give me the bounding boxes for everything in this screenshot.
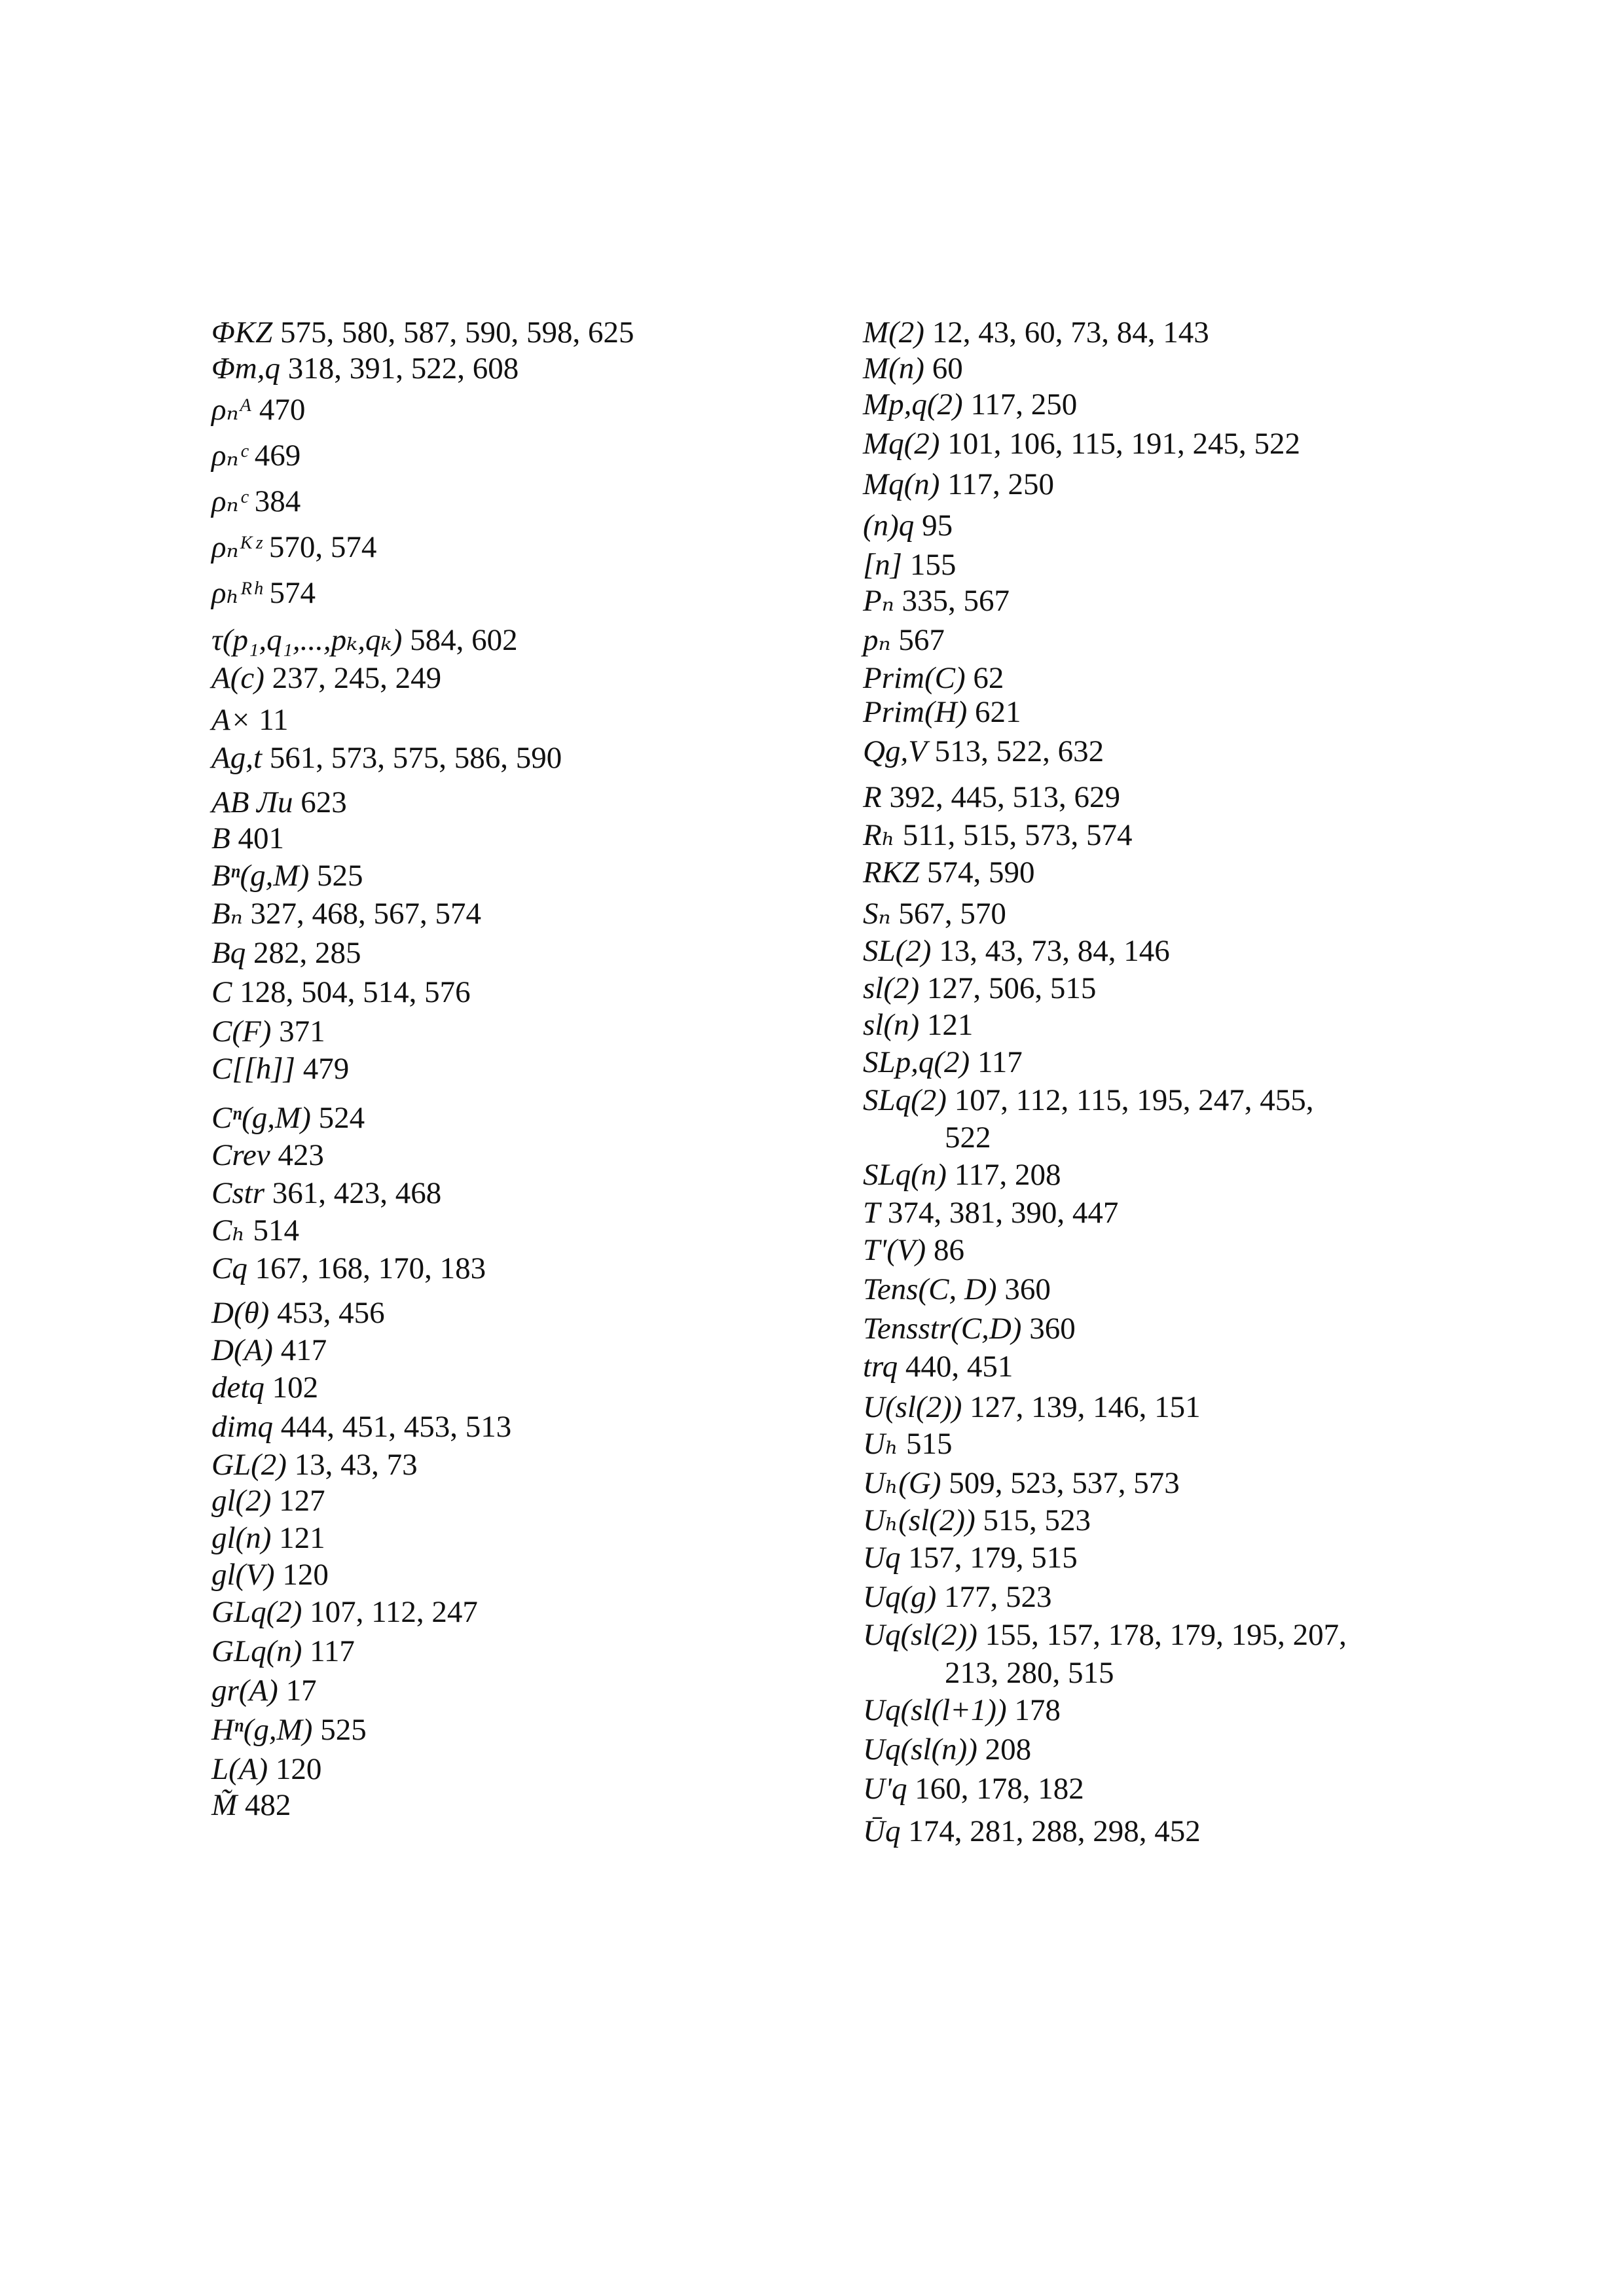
index-entry [211,974,471,1011]
index-pages: 12, 43, 60, 73, 84, 143 [932,315,1209,350]
index-pages: 444, 451, 453, 513 [280,1410,512,1444]
index-symbol: Bⁿ(g,M) [211,859,310,893]
index-entry [211,1672,317,1709]
index-pages: 514 [253,1213,299,1247]
index-symbol: A(c) [211,661,264,695]
index-entry [863,694,1021,730]
index-symbol: Uq(sl(l+1)) [863,1693,1007,1727]
index-entry [863,1617,1347,1653]
index-symbol: Ūq [863,1814,901,1848]
index-pages: 102 [272,1371,319,1405]
index-pages: 177, 523 [944,1580,1052,1614]
index-symbol: Prim(C) [863,661,966,695]
index-entry [211,1482,325,1519]
index-symbol: detq [211,1371,264,1405]
index-entry [863,386,1077,423]
index-pages: 470 [259,393,306,427]
index-entry [863,895,1006,932]
index-symbol: GL(2) [211,1448,287,1482]
index-entry [211,1787,291,1823]
index-pages: 121 [926,1008,974,1042]
index-pages: 515 [906,1427,953,1461]
index-entry [211,1556,329,1593]
index-pages: 574 [269,576,316,610]
index-symbol: ρₕᴿʰ [211,576,262,610]
index-pages: 522 [945,1121,991,1155]
index-entry [211,935,361,971]
index-pages: 384 [254,484,301,518]
index-symbol: C[[h]] [211,1052,296,1086]
index-symbol: ρₙᶜ [211,484,247,518]
index-symbol: τ(p₁,q₁,...,pₖ,qₖ) [211,623,403,657]
index-pages: 160, 178, 182 [915,1772,1084,1806]
index-symbol: M̃ [211,1788,238,1822]
index-symbol: Uq(sl(n)) [863,1732,977,1767]
index-symbol: M(n) [863,351,924,386]
index-symbol: Cₕ [211,1213,246,1247]
index-pages: 117, 208 [954,1158,1061,1192]
index-entry [211,437,301,474]
index-entry [211,483,301,520]
index-pages: 120 [275,1752,322,1786]
index-pages: 107, 112, 247 [310,1595,478,1629]
index-pages: 584, 602 [410,623,518,657]
index-symbol: U(sl(2)) [863,1390,962,1424]
index-pages: 117 [310,1634,355,1668]
index-symbol: dimq [211,1410,273,1444]
index-entry [211,1100,365,1136]
index-symbol: Mq(2) [863,427,940,461]
index-pages: 513, 522, 632 [934,734,1104,768]
index-entry [863,660,1004,696]
index-pages: 361, 423, 468 [272,1176,442,1210]
index-entry [211,1633,355,1670]
index-entry [863,350,963,387]
index-symbol: L(A) [211,1752,268,1786]
index-symbol: Uₕ(sl(2)) [863,1503,976,1537]
index-entry [863,622,945,658]
index-entry [863,1426,953,1462]
index-pages: 423 [278,1138,324,1172]
index-symbol: C [211,975,232,1009]
index-entry [945,1119,991,1156]
index-symbol: T'(V) [863,1233,926,1267]
index-symbol: trq [863,1350,898,1384]
index-pages: 417 [280,1333,327,1367]
index-pages: 567 [898,623,945,657]
index-pages: 101, 106, 115, 191, 245, 522 [947,427,1300,461]
index-symbol: Cⁿ(g,M) [211,1101,311,1135]
index-pages: 62 [973,661,1004,695]
index-symbol: SLq(2) [863,1083,947,1117]
index-pages: 623 [301,785,347,819]
index-symbol: RKZ [863,855,920,889]
index-pages: 155, 157, 178, 179, 195, 207, [985,1618,1347,1652]
index-symbol: (n)q [863,509,915,543]
index-pages: 621 [975,695,1021,729]
index-entry [211,1212,299,1249]
index-symbol: Mp,q(2) [863,387,963,422]
index-entry [863,1310,1076,1347]
index-entry [863,970,1096,1007]
index-pages: 360 [1004,1272,1051,1306]
index-symbol: C(F) [211,1014,272,1049]
index-entry [863,1271,1051,1308]
index-entry [211,1250,486,1287]
index-symbol: Crev [211,1138,270,1172]
index-symbol: ρₙᴬ [211,393,252,427]
index-entry [211,350,519,387]
index-entry [863,1232,964,1268]
index-symbol: gr(A) [211,1674,278,1708]
index-entry [863,1731,1031,1768]
index-pages: 515, 523 [983,1503,1091,1537]
index-entry [863,583,1010,619]
index-entry [211,529,376,565]
index-pages: 509, 523, 537, 573 [949,1466,1180,1500]
index-symbol: U'q [863,1772,907,1806]
index-entry [863,1389,1201,1426]
index-pages: 86 [933,1233,964,1267]
index-entry [863,1465,1180,1501]
index-symbol: R [863,780,882,814]
index-pages: 453, 456 [277,1296,385,1330]
index-entry [863,779,1120,816]
index-pages: 120 [282,1558,329,1592]
index-entry [211,391,305,428]
index-symbol: T [863,1196,881,1230]
index-symbol: Sₙ [863,897,891,931]
index-pages: 237, 245, 249 [272,661,442,695]
index-entry [211,1369,318,1406]
index-pages: 479 [302,1052,350,1086]
index-symbol: Ag,t [211,741,263,775]
index-symbol: Qg,V [863,734,927,768]
index-pages: 524 [318,1101,365,1135]
index-entry [211,1013,325,1050]
index-symbol: Φm,q [211,351,280,386]
index-symbol: Mq(n) [863,467,940,501]
index-entry [211,1332,327,1369]
index-symbol: pₙ [863,623,891,657]
index-symbol: ρₙᴷᶻ [211,530,262,564]
index-symbol: Uq(g) [863,1580,937,1614]
index-pages: 511, 515, 573, 574 [902,818,1133,852]
index-pages: 117, 250 [947,467,1054,501]
index-pages: 213, 280, 515 [945,1656,1114,1690]
index-entry [863,733,1104,770]
index-symbol: Rₕ [863,818,896,852]
index-entry [863,1348,1013,1385]
index-entry [211,314,634,351]
index-entry [863,1082,1313,1119]
index-pages: 13, 43, 73, 84, 146 [939,934,1170,968]
index-entry [863,547,956,583]
index-entry [211,1295,385,1331]
index-pages: 127 [279,1484,325,1518]
index-pages: 469 [254,439,301,473]
index-entry [211,622,518,658]
index-entry [863,466,1054,503]
index-pages: 60 [932,351,963,386]
index-pages: 127, 139, 146, 151 [970,1390,1201,1424]
index-entry [211,895,481,932]
index-symbol: B [211,821,230,855]
index-symbol: SLq(n) [863,1158,947,1192]
index-entry [863,1007,973,1043]
index-entry [863,425,1300,462]
index-symbol: sl(n) [863,1008,920,1042]
index-symbol: SLp,q(2) [863,1045,970,1079]
index-symbol: Tens(C, D) [863,1272,997,1306]
index-entry [863,1157,1061,1193]
index-symbol: Uq(sl(2)) [863,1618,977,1652]
index-pages: 11 [259,703,289,737]
index-entry [863,1194,1118,1231]
index-pages: 127, 506, 515 [926,971,1097,1005]
index-pages: 575, 580, 587, 590, 598, 625 [280,315,634,350]
index-symbol: gl(V) [211,1558,275,1592]
index-symbol: Uₕ [863,1427,899,1461]
index-entry [211,1751,321,1787]
index-pages: 128, 504, 514, 576 [240,975,471,1009]
index-symbol: Uₕ(G) [863,1466,941,1500]
index-entry [863,1502,1091,1539]
index-entry [211,1408,511,1445]
index-entry [211,1050,349,1087]
index-symbol: Prim(H) [863,695,968,729]
index-pages: 282, 285 [253,936,361,970]
index-pages: 525 [316,859,363,893]
index-pages: 178 [1014,1693,1061,1727]
index-entry [211,1175,441,1211]
index-pages: 567, 570 [898,897,1006,931]
index-entry [211,1520,325,1556]
index-pages: 167, 168, 170, 183 [255,1251,486,1285]
index-pages: 327, 468, 567, 574 [250,897,482,931]
index-pages: 318, 391, 522, 608 [287,351,519,386]
index-symbol: Hⁿ(g,M) [211,1713,313,1747]
index-pages: 13, 43, 73 [294,1448,418,1482]
index-pages: 174, 281, 288, 298, 452 [908,1814,1201,1848]
index-entry [863,1579,1052,1615]
index-pages: 371 [279,1014,325,1049]
index-pages: 482 [244,1788,291,1822]
index-entry [863,507,953,544]
index-symbol: Cstr [211,1176,264,1210]
index-pages: 440, 451 [905,1350,1013,1384]
index-entry [863,314,1209,351]
index-pages: 117, 250 [970,387,1078,422]
index-entry [211,575,316,611]
index-entry [945,1655,1114,1691]
index-entry [211,1712,367,1748]
index-symbol: [n] [863,548,903,582]
index-symbol: Tensstr(C,D) [863,1312,1022,1346]
index-entry [211,820,284,857]
index-symbol: SL(2) [863,934,932,968]
index-pages: 360 [1029,1312,1076,1346]
index-pages: 525 [320,1713,367,1747]
index-pages: 121 [279,1521,325,1555]
index-symbol: sl(2) [863,971,920,1005]
index-entry [863,817,1133,853]
index-entry [211,857,363,894]
index-symbol: ΦKZ [211,315,273,350]
index-entry [863,854,1034,891]
index-symbol: gl(n) [211,1521,272,1555]
index-pages: 401 [238,821,284,855]
index-pages: 561, 573, 575, 586, 590 [269,741,562,775]
index-symbol: Bₙ [211,897,243,931]
index-symbol: D(A) [211,1333,273,1367]
index-pages: 335, 567 [902,584,1010,618]
index-entry [863,1539,1078,1576]
index-symbol: ρₙᶜ [211,439,247,473]
index-entry [863,1813,1201,1850]
index-pages: 107, 112, 115, 195, 247, 455, [954,1083,1314,1117]
index-entry [211,740,562,776]
index-symbol: Uq [863,1541,901,1575]
index-pages: 570, 574 [268,530,377,564]
index-pages: 392, 445, 513, 629 [889,780,1120,814]
index-entry [211,702,288,738]
index-pages: 157, 179, 515 [908,1541,1078,1575]
index-pages: 374, 381, 390, 447 [887,1196,1119,1230]
index-symbol: D(θ) [211,1296,270,1330]
index-symbol: M(2) [863,315,924,350]
index-entry [211,784,347,821]
index-entry [211,660,441,696]
index-entry [863,933,1170,969]
index-pages: 117 [977,1045,1023,1079]
index-symbol: Cq [211,1251,247,1285]
index-entry [211,1594,478,1630]
index-entry [863,1770,1084,1807]
index-entry [863,1692,1061,1729]
index-entry [211,1446,418,1483]
index-entry [211,1137,324,1174]
index-symbol: Pₙ [863,584,894,618]
index-symbol: AB Ли [211,785,293,819]
index-pages: 17 [285,1674,317,1708]
index-pages: 574, 590 [926,855,1035,889]
index-pages: 95 [922,509,953,543]
index-symbol: gl(2) [211,1484,272,1518]
index-symbol: Bq [211,936,246,970]
index-symbol: GLq(n) [211,1634,302,1668]
index-pages: 155 [909,548,957,582]
index-symbol: A× [211,703,251,737]
index-pages: 208 [985,1732,1032,1767]
index-symbol: GLq(2) [211,1595,302,1629]
index-entry [863,1044,1023,1081]
